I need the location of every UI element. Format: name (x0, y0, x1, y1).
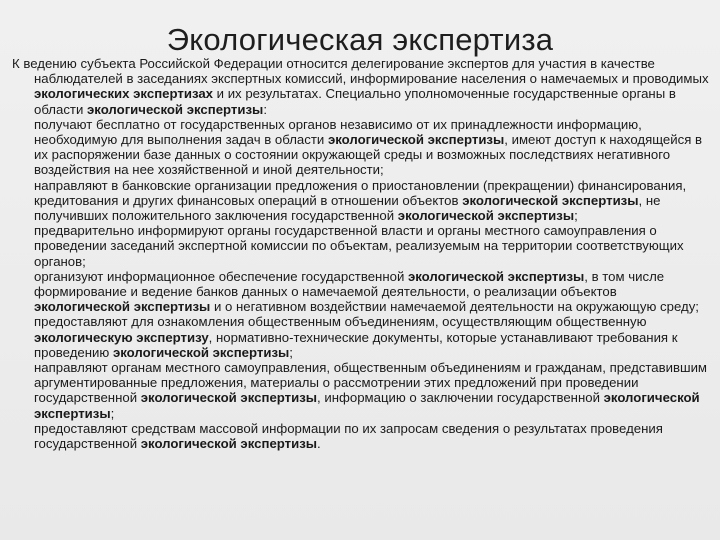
duty-item (12, 421, 712, 451)
duty-item (12, 117, 712, 178)
slide-body-text (12, 56, 712, 451)
duty-bold-term: экологической экспертизы (327, 132, 505, 148)
duty-text: направляют органам местного самоуправления, общественным объединениям и гражданам, представившим аргументированные предложения, материалы о рассмотрении этих предложений при проведении государственной (34, 360, 707, 406)
duty-text: , имеют доступ к находящейся в их распоряжении базе данных о состоянии окружающей среды и возможных последствиях негативного воздействия на нее хозяйственной и иной деятельности; (34, 132, 703, 178)
intro-paragraph (12, 56, 712, 117)
duty-bold-term: экологическую экспертизу (34, 329, 209, 345)
intro-text: и их результатах. Специально уполномоченные государственные органы в области (34, 86, 676, 117)
duty-text: и о негативном воздействии намечаемой деятельности на окружающую среду; (210, 299, 699, 315)
duty-bold-term: экологической экспертизы (462, 192, 639, 208)
duty-text: , не получивших положительного заключения государственной (34, 192, 661, 224)
duty-bold-term: экологической экспертизы (112, 344, 290, 360)
duty-text: ; (289, 344, 293, 360)
intro-text: : (263, 101, 267, 117)
duty-text: , информацию о заключении государственной (317, 390, 604, 406)
duty-text: ; (110, 405, 115, 421)
duty-item (12, 314, 712, 360)
duty-item (12, 360, 712, 421)
duty-text: предоставляют для ознакомления общественным объединениям, осуществляющим общественную (34, 314, 647, 330)
duty-text: , нормативно-технические документы, которые устанавливают требования к проведению (34, 329, 678, 360)
duty-bold-term: экологической экспертизы (407, 268, 585, 284)
duty-text: получают бесплатно от государственных органов независимо от их принадлежности информацию, необходимую для выполнения задач в области (34, 116, 642, 148)
duty-bold-term: экологической экспертизы (34, 390, 700, 421)
duty-bold-term: экологической экспертизы (397, 208, 575, 224)
duty-item (12, 269, 712, 315)
duty-text: , в том числе формирование и ведение банков данных о намечаемой деятельности, о реализации объектов (34, 268, 665, 300)
intro-bold-term: экологической экспертизы (87, 101, 264, 117)
duty-bold-term: экологической экспертизы (140, 436, 318, 452)
duty-bold-term: экологической экспертизы (140, 390, 318, 406)
slide-title: Экологическая экспертиза (166, 22, 554, 57)
duties-list (12, 117, 712, 451)
duty-text: направляют в банковские организации предложения о приостановлении (прекращении) финансирования, кредитования и других финансовых операций в отношении объектов (34, 177, 687, 208)
duty-bold-term: экологической экспертизы (34, 299, 211, 315)
duty-item (12, 223, 712, 269)
duty-text: предварительно информируют органы государственной власти и органы местного самоуправления о проведении заседаний экспертной комиссии по объектам, реализуемым на территории соответствующих органов; (34, 223, 684, 269)
intro-text: К ведению субъекта Российской Федерации относится делегирование экспертов для участия в качестве наблюдателей в заседаниях экспертных комиссий, информирование населения о намечаемых и проводимых (12, 56, 709, 87)
duty-text: предоставляют средствам массовой информации по их запросам сведения о результатах проведения государственной (34, 420, 663, 452)
intro-bold-term: экологических экспертизах (34, 86, 213, 102)
duty-text: ; (574, 208, 578, 224)
duty-text: . (317, 436, 321, 452)
duty-item (12, 178, 712, 224)
duty-text: организуют информационное обеспечение государственной (34, 268, 408, 284)
